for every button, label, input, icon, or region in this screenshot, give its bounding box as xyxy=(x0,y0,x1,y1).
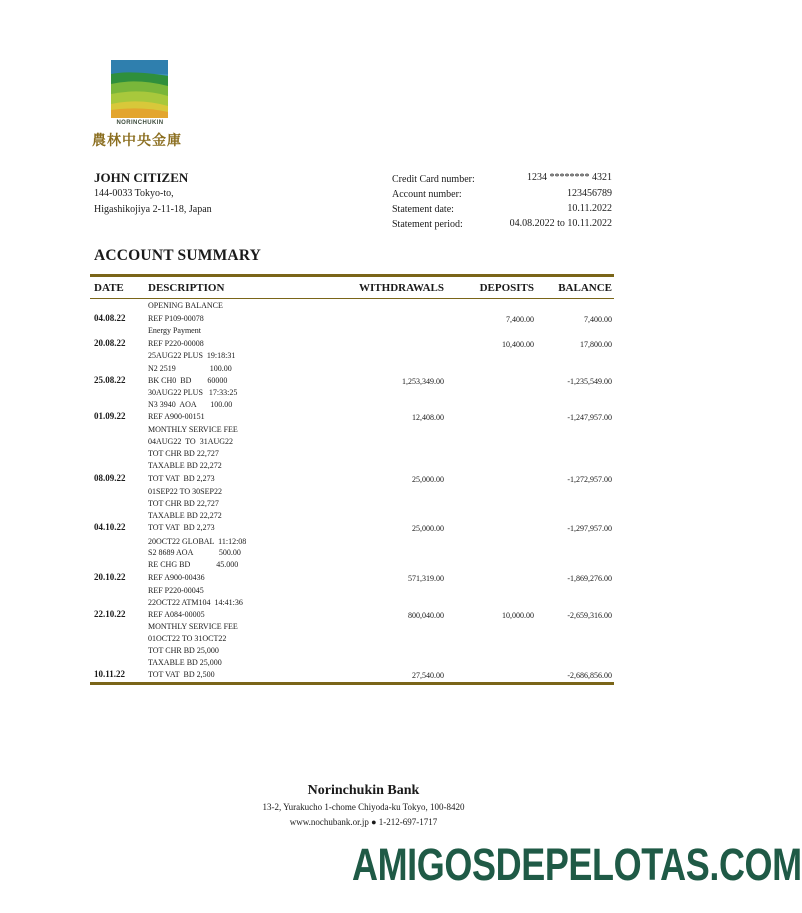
info-label-account: Account number: xyxy=(392,189,462,200)
row-date: 22.10.22 xyxy=(94,609,126,619)
footer-bank-name: Norinchukin Bank xyxy=(307,783,420,798)
landscape-logo-icon xyxy=(111,60,168,118)
bank-logo xyxy=(111,60,168,118)
customer-address-line2: Higashikojiya 2-11-18, Japan xyxy=(94,204,212,215)
row-desc-line: N3 3940 AOA 100.00 xyxy=(148,400,233,409)
row-desc-line: 04AUG22 TO 31AUG22 xyxy=(148,437,234,446)
row-balance: -2,659,316.00 xyxy=(567,611,612,620)
row-date: 20.08.22 xyxy=(94,338,126,348)
row-balance: 17,800.00 xyxy=(580,340,612,349)
row-desc-line: TOT CHR BD 22,727 xyxy=(148,499,219,508)
row-date: 01.09.22 xyxy=(94,411,126,421)
header-balance: BALANCE xyxy=(558,282,612,294)
info-value-account: 123456789 xyxy=(567,188,612,199)
row-desc-line: 01SEP22 TO 30SEP22 xyxy=(148,487,222,496)
row-desc-line: BK CH0 BD 60000 xyxy=(148,376,228,385)
row-desc-line: REF A900-00436 xyxy=(148,573,205,582)
row-date: 04.10.22 xyxy=(94,522,126,532)
row-withdrawal: 25,000.00 xyxy=(412,475,444,484)
row-balance: -1,247,957.00 xyxy=(567,413,612,422)
row-balance: -1,869,276.00 xyxy=(567,574,612,583)
row-balance: -1,272,957.00 xyxy=(567,475,612,484)
row-desc-line: Energy Payment xyxy=(148,326,201,335)
row-withdrawal: 12,408.00 xyxy=(412,413,444,422)
logo-japanese-text: 農林中央金庫 xyxy=(92,134,182,149)
account-summary-title: ACCOUNT SUMMARY xyxy=(94,247,262,264)
table-top-rule xyxy=(90,274,614,277)
row-balance: -1,297,957.00 xyxy=(567,524,612,533)
row-desc-line: TOT VAT BD 2,500 xyxy=(148,670,215,679)
row-desc-line: REF A900-00151 xyxy=(148,412,205,421)
row-date: 25.08.22 xyxy=(94,375,126,385)
row-balance: -2,686,856.00 xyxy=(567,671,612,680)
footer-contact: www.nochubank.or.jp ● 1-212-697-1717 xyxy=(289,817,438,827)
row-date: 10.11.22 xyxy=(94,669,126,679)
row-desc-line: TAXABLE BD 22,272 xyxy=(148,461,222,470)
row-desc-line: TAXABLE BD 22,272 xyxy=(148,511,222,520)
row-desc-line: TOT VAT BD 2,273 xyxy=(148,523,215,532)
row-desc-line: TAXABLE BD 25,000 xyxy=(148,658,222,667)
row-withdrawal: 1,253,349.00 xyxy=(402,377,444,386)
row-desc-line: OPENING BALANCE xyxy=(148,301,223,310)
info-value-card: 1234 ******** 4321 xyxy=(527,172,612,183)
row-desc-line: MONTHLY SERVICE FEE xyxy=(148,622,238,631)
row-desc-line: REF A084-00005 xyxy=(148,610,205,619)
customer-name: JOHN CITIZEN xyxy=(94,170,189,185)
row-date: 20.10.22 xyxy=(94,572,126,582)
watermark-text: AMIGOSDEPELOTAS.COM xyxy=(352,839,802,890)
row-deposit: 10,400.00 xyxy=(502,340,534,349)
row-desc-line: 22OCT22 ATM104 14:41:36 xyxy=(148,598,243,607)
info-value-statement-date: 10.11.2022 xyxy=(567,203,612,214)
row-desc-line: TOT VAT BD 2,273 xyxy=(148,474,215,483)
header-date: DATE xyxy=(94,282,124,294)
row-desc-line: TOT CHR BD 25,000 xyxy=(148,646,219,655)
row-desc-line: 25AUG22 PLUS 19:18:31 xyxy=(148,351,236,360)
row-withdrawal: 25,000.00 xyxy=(412,524,444,533)
row-balance: 7,400.00 xyxy=(584,315,612,324)
row-desc-line: REF P220-00045 xyxy=(148,586,204,595)
row-desc-line: RE CHG BD 45.000 xyxy=(148,560,239,569)
customer-address-line1: 144-0033 Tokyo-to, xyxy=(94,188,174,199)
row-withdrawal: 571,319.00 xyxy=(408,574,444,583)
row-desc-line: MONTHLY SERVICE FEE xyxy=(148,425,238,434)
row-deposit: 10,000.00 xyxy=(502,611,534,620)
row-desc-line: 30AUG22 PLUS 17:33:25 xyxy=(148,388,238,397)
row-desc-line: 01OCT22 TO 31OCT22 xyxy=(148,634,227,643)
row-withdrawal: 800,040.00 xyxy=(408,611,444,620)
info-label-period: Statement period: xyxy=(392,219,463,230)
row-date: 04.08.22 xyxy=(94,313,126,323)
header-rule xyxy=(90,298,614,299)
row-desc-line: 20OCT22 GLOBAL 11:12:08 xyxy=(148,537,247,546)
row-desc-line: S2 8689 AOA 500.00 xyxy=(148,548,241,557)
row-balance: -1,235,549.00 xyxy=(567,377,612,386)
header-deposits: DEPOSITS xyxy=(479,282,534,294)
table-bottom-rule xyxy=(90,682,614,685)
row-desc-line: REF P109-00078 xyxy=(148,314,204,323)
row-withdrawal: 27,540.00 xyxy=(412,671,444,680)
info-value-period: 04.08.2022 to 10.11.2022 xyxy=(509,218,612,229)
header-withdrawals: WITHDRAWALS xyxy=(359,282,444,294)
row-desc-line: REF P220-00008 xyxy=(148,339,204,348)
row-desc-line: N2 2519 100.00 xyxy=(148,364,232,373)
row-deposit: 7,400.00 xyxy=(506,315,534,324)
logo-english-text: NORINCHUKIN xyxy=(116,120,164,126)
header-description: DESCRIPTION xyxy=(148,282,225,294)
footer-address: 13-2, Yurakucho 1-chome Chiyoda-ku Tokyo, 100-8420 xyxy=(262,802,465,812)
row-date: 08.09.22 xyxy=(94,473,126,483)
info-label-statement-date: Statement date: xyxy=(392,204,454,215)
row-desc-line: TOT CHR BD 22,727 xyxy=(148,449,219,458)
info-label-card: Credit Card number: xyxy=(392,174,475,185)
